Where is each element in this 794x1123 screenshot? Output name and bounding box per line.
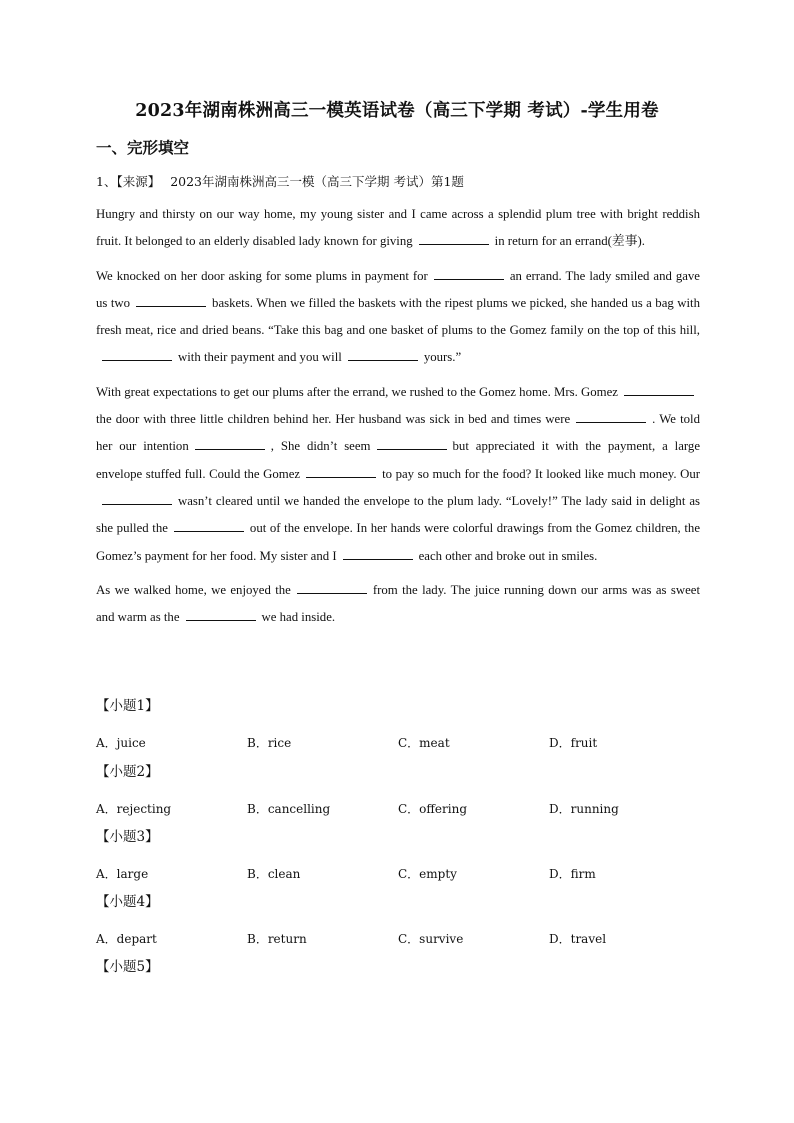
question-2	[96, 760, 706, 817]
question-label: 【小题4】	[96, 894, 159, 910]
answer-blank	[136, 292, 206, 307]
option-a[interactable]: A．rejecting	[96, 802, 172, 816]
option-d[interactable]: D．fruit	[549, 736, 598, 750]
answer-blank	[174, 517, 244, 532]
answer-blank	[297, 579, 367, 594]
question-5	[96, 955, 706, 975]
passage-text: out of the envelope. In her hands were colorful drawings from the Gomez children, the Gomez’s payment for her food. My sister and I	[96, 521, 700, 563]
question-3	[96, 825, 706, 882]
answer-blank	[624, 381, 694, 396]
section-heading: 一、完形填空	[96, 138, 190, 157]
option-b[interactable]: B．return	[247, 932, 307, 946]
options-row	[96, 734, 706, 751]
source-text: 2023年湖南株洲高三一模（高三下学期 考试）第1题	[170, 174, 464, 189]
passage-text: from the lady. The juice running down our arms was as sweet and warm as the	[96, 582, 700, 625]
answer-blank	[186, 606, 256, 621]
answer-blank	[419, 230, 489, 245]
paragraph-4	[96, 577, 700, 632]
passage-text: with their payment and you will	[178, 350, 342, 365]
option-c[interactable]: C．offering	[398, 802, 468, 816]
passage-text: wasn’t cleared until we handed the envelope to the plum lady. “Lovely!” The lady said in delight as she pulled the	[96, 493, 700, 536]
source-prefix: 1、【来源】	[96, 174, 161, 189]
option-c[interactable]: C．survive	[398, 932, 464, 946]
passage-text: , She didn’t seem	[270, 439, 371, 454]
option-d[interactable]: D．running	[549, 802, 619, 816]
paragraph-1	[96, 201, 700, 256]
answer-blank	[377, 435, 447, 450]
option-a[interactable]: A．large	[96, 867, 149, 881]
passage-text: each other and broke out in smiles.	[418, 548, 598, 563]
option-a[interactable]: A．depart	[96, 932, 157, 946]
options-row	[96, 930, 706, 947]
answer-blank	[102, 346, 172, 361]
passage-text: the door with three little children behind her. Her husband was sick in bed and times were	[96, 412, 571, 427]
passage-text: an errand. The lady smiled and gave us two	[96, 268, 700, 310]
paragraph-2	[96, 263, 700, 372]
question-label: 【小题2】	[96, 764, 159, 780]
question-label: 【小题1】	[96, 698, 159, 714]
passage-text: With great expectations to get our plums after the errand, we rushed to the Gomez home. Mrs. Gomez	[96, 384, 618, 399]
passage-text: we had inside.	[261, 610, 336, 625]
document-title: 2023年湖南株洲高三一模英语试卷（高三下学期 考试）-学生用卷	[135, 101, 659, 121]
option-d[interactable]: D．firm	[549, 867, 596, 881]
answer-blank	[343, 545, 413, 560]
paragraph-3	[96, 379, 700, 570]
answer-blank	[576, 408, 646, 423]
option-b[interactable]: B．cancelling	[247, 802, 331, 816]
answer-blank	[348, 346, 418, 361]
passage-text: in return for an errand(差事).	[494, 234, 645, 249]
question-4	[96, 890, 706, 947]
question-1	[96, 694, 706, 751]
option-a[interactable]: A．juice	[96, 736, 146, 750]
options-row	[96, 800, 706, 817]
passage-text: but appreciated it with the payment, a large envelope stuffed full. Could the Gomez	[96, 439, 701, 481]
passage-text: to pay so much for the food? It looked like much money. Our	[382, 466, 700, 481]
option-b[interactable]: B．rice	[247, 736, 292, 750]
answer-blank	[434, 265, 504, 280]
answer-blank	[102, 490, 172, 505]
passage-text: baskets. When we filled the baskets with the ripest plums we picked, she handed us a bag with fresh meat, rice and dried beans. “Take this bag and one basket of plums to the Gomez family on the top of this hill,	[96, 295, 700, 338]
passage-text: As we walked home, we enjoyed the	[96, 582, 291, 597]
option-c[interactable]: C．empty	[398, 867, 457, 881]
option-c[interactable]: C．meat	[398, 736, 450, 750]
answer-blank	[306, 463, 376, 478]
options-row	[96, 865, 706, 882]
question-label: 【小题5】	[96, 959, 159, 975]
question-source	[96, 172, 464, 190]
answer-blank	[195, 435, 265, 450]
cloze-passage	[96, 201, 700, 638]
option-d[interactable]: D．travel	[549, 932, 607, 946]
passage-text: Hungry and thirsty on our way home, my young sister and I came across a splendid plum tree with bright reddish fruit. It belonged to an elderly disabled lady known for giving	[96, 207, 700, 249]
option-b[interactable]: B．clean	[247, 867, 301, 881]
passage-text: yours.”	[423, 350, 462, 365]
passage-text: . We told her our intention	[96, 412, 700, 454]
passage-text: We knocked on her door asking for some plums in payment for	[96, 268, 428, 283]
question-label: 【小题3】	[96, 829, 159, 845]
